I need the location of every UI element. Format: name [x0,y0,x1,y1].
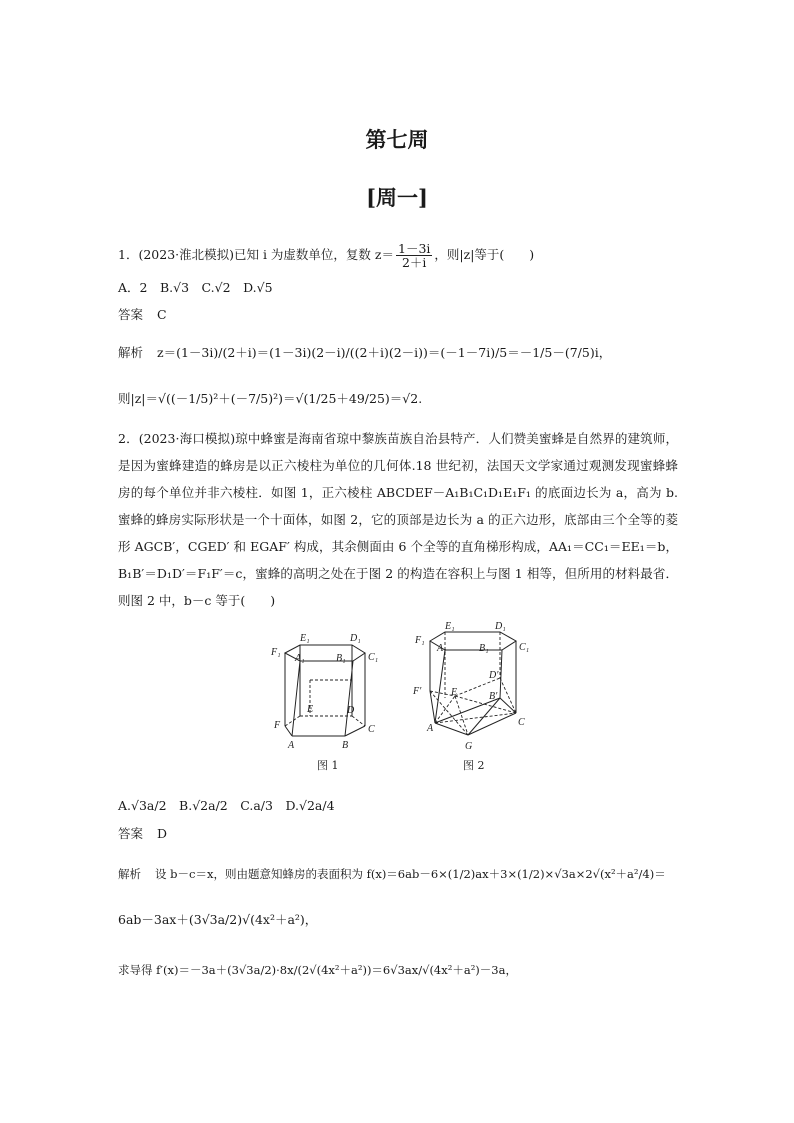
figure-2-label: C [518,717,525,728]
figure-1-label: E₁ [300,633,310,644]
figure-2-label: E₁ [445,621,455,632]
figure-1-label: A₁ [295,653,305,664]
figure-1-label: D₁ [350,633,361,644]
question-2-analysis-line-2: 6ab－3ax＋(3√3a/2)√(4x²＋a²)， [118,912,318,927]
figure-1-label: F [274,720,281,731]
question-1-answer: 答案 C [118,307,167,322]
section-heading: [周一] [366,185,428,210]
figure-1-caption: 图 1 [317,759,339,772]
question-2-answer: 答案 D [118,826,168,841]
figure-2-label: A₁ [437,643,447,654]
figure-1-label: C [368,724,375,735]
figure-2-label: B′ [489,691,498,702]
figure-2-label: F′ [413,686,422,697]
figure-2-label: F₁ [415,635,425,646]
figure-1-label: B [342,740,349,751]
figure-1-label: A [288,740,295,751]
figure-2-label: G [465,741,473,752]
question-1-analysis-line-2: 则|z|＝√((－1/5)²＋(－7/5)²)＝√(1/25＋49/25)＝√2. [118,391,423,406]
question-1-analysis-line-1: 解析 z＝(1－3i)/(2＋i)＝(1－3i)(2－i)/((2＋i)(2－i))＝(－1－7i)/5＝－1/5－(7/5)i， [118,345,612,360]
figure-2-label: C₁ [519,642,530,653]
figure-1-label: F₁ [271,647,281,658]
figure-1-label: B₁ [336,653,346,664]
figure-1-label: E [307,704,314,715]
question-1-fraction: $\frac{1-3i}{2+i}$ [398,241,431,270]
question-1-stem: 1．(2023·淮北模拟)已知 i 为虚数单位，复数 z＝ $\frac{1-3i}{2+i}$ ，则|z|等于( ) [118,241,535,270]
figure-2-caption: 图 2 [463,759,485,772]
figure-2-label: B₁ [479,643,489,654]
figure-2-label: A [427,723,434,734]
question-2-options: A.√3a/2 B.√2a/2 C.a/3 D.√2a/4 [118,798,335,813]
question-2-analysis-line-1: 解析 设 b－c＝x，则由题意知蜂房的表面积为 f(x)＝6ab－6×(1/2)ax＋3×(1/2)×√3a×2√(x²＋a²/4)＝ [118,867,666,881]
figure-1-label: D [347,705,355,716]
figure-1-label: C₁ [368,652,379,663]
question-1-options: A．2 B.√3 C.√2 D.√5 [118,280,273,295]
figure-1-hexagonal-prism [262,630,387,775]
figure-2-label: E [451,687,458,698]
figure-2-label: D₁ [495,621,506,632]
figure-2-honeycomb-cell [405,618,540,775]
page-title: 第七周 [365,127,429,152]
figure-2-label: D′ [489,670,499,681]
question-2-analysis-line-3: 求导得 f′(x)＝－3a＋(3√3a/2)·8x/(2√(4x²＋a²))＝6√3ax/√(4x²＋a²)－3a， [118,963,517,977]
question-2-stem: 2．(2023·海口模拟)琼中蜂蜜是海南省琼中黎族苗族自治县特产．人们赞美蜜蜂是自然界的建筑师，是因为蜜蜂建造的蜂房是以正六棱柱为单位的几何体.18 世纪初，法国天文学家通过观测发现蜜蜂蜂房的每个单位并非六棱柱．如图 1，正六棱柱 ABCDEF－A₁B₁C₁D₁E₁F₁ 的底面边长为 a，高为 b.蜜蜂的蜂房实际形状是一个十面体，如图 2，它的顶部是边长为 a 的正六边形，底部由三个全等的菱形 AGCB′，CGED′ 和 EGAF′ 构成，其余侧面由 6 个全等的直角梯形构成，AA₁＝CC₁＝EE₁＝b，B₁B′＝D₁D′＝F₁F′＝c，蜜蜂的高明之处在于图 2 的构造在容积上与图 1 相等，但所用的材料最省．则图 2 中，b－c 等于( ) [118,431,678,608]
